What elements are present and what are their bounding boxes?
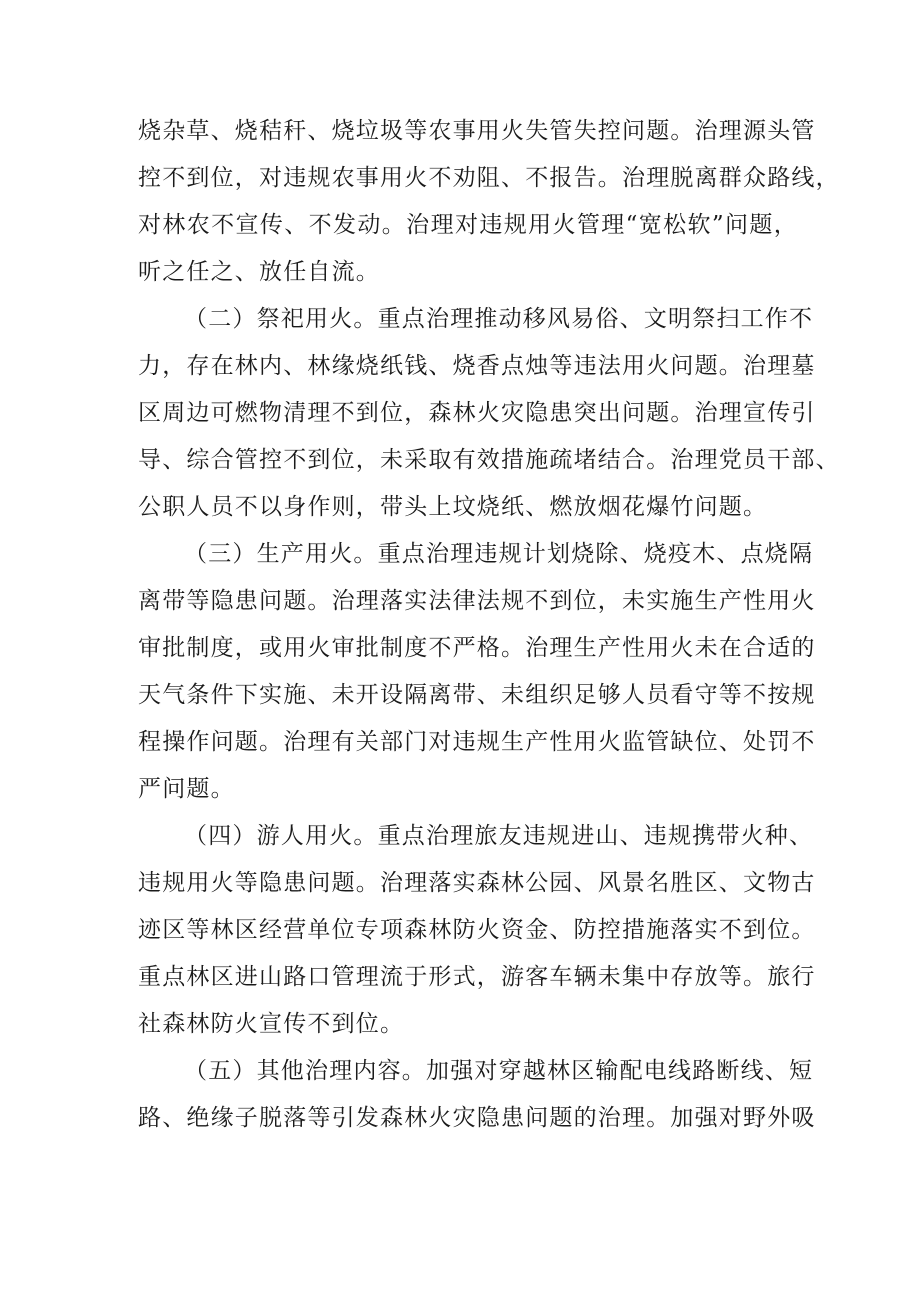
text-line: 烧杂草、烧秸秆、烧垃圾等农事用火失管失控问题。治理源头管 [138, 118, 816, 144]
text-line: 违规用火等隐患问题。治理落实森林公园、风景名胜区、文物古 [138, 870, 816, 896]
text-line: 控不到位，对违规农事用火不劝阻、不报告。治理脱离群众路线， [138, 165, 840, 191]
text-line: 程操作问题。治理有关部门对违规生产性用火监管缺位、处罚不 [138, 729, 816, 755]
text-line: 区周边可燃物清理不到位，森林火灾隐患突出问题。治理宣传引 [138, 400, 816, 426]
text-line: （五）其他治理内容。加强对穿越林区输配电线路断线、短 [184, 1058, 814, 1084]
text-line: （三）生产用火。重点治理违规计划烧除、烧疫木、点烧隔 [184, 541, 814, 567]
text-line: 重点林区进山路口管理流于形式，游客车辆未集中存放等。旅行 [138, 964, 816, 990]
text-line: 路、绝缘子脱落等引发森林火灾隐患问题的治理。加强对野外吸 [138, 1105, 816, 1131]
text-line: 公职人员不以身作则，带头上坟烧纸、燃放烟花爆竹问题。 [138, 494, 768, 520]
paragraph-section-4 [138, 813, 816, 1048]
text-line: 审批制度，或用火审批制度不严格。治理生产性用火未在合适的 [138, 635, 816, 661]
paragraph-section-2 [138, 296, 840, 531]
paragraph-section-3 [138, 531, 816, 813]
paragraph-section-5 [138, 1048, 816, 1142]
text-line: （四）游人用火。重点治理旅友违规进山、违规携带火种、 [184, 823, 814, 849]
text-line: 严问题。 [138, 776, 235, 802]
text-line: 听之任之、放任自流。 [138, 259, 380, 285]
paragraph-intro-continuation [138, 108, 840, 296]
text-line: 迹区等林区经营单位专项森林防火资金、防控措施落实不到位。 [138, 917, 816, 943]
text-line: 社森林防火宣传不到位。 [138, 1011, 405, 1037]
text-line: （二）祭祀用火。重点治理推动移风易俗、文明祭扫工作不 [184, 306, 814, 332]
document-body [138, 108, 840, 1142]
text-line: 对林农不宣传、不发动。治理对违规用火管理“宽松软”问题， [138, 212, 798, 238]
text-line: 离带等隐患问题。治理落实法律法规不到位，未实施生产性用火 [138, 588, 816, 614]
text-line: 导、综合管控不到位，未采取有效措施疏堵结合。治理党员干部、 [138, 447, 840, 473]
text-line: 天气条件下实施、未开设隔离带、未组织足够人员看守等不按规 [138, 682, 816, 708]
text-line: 力，存在林内、林缘烧纸钱、烧香点烛等违法用火问题。治理墓 [138, 353, 816, 379]
